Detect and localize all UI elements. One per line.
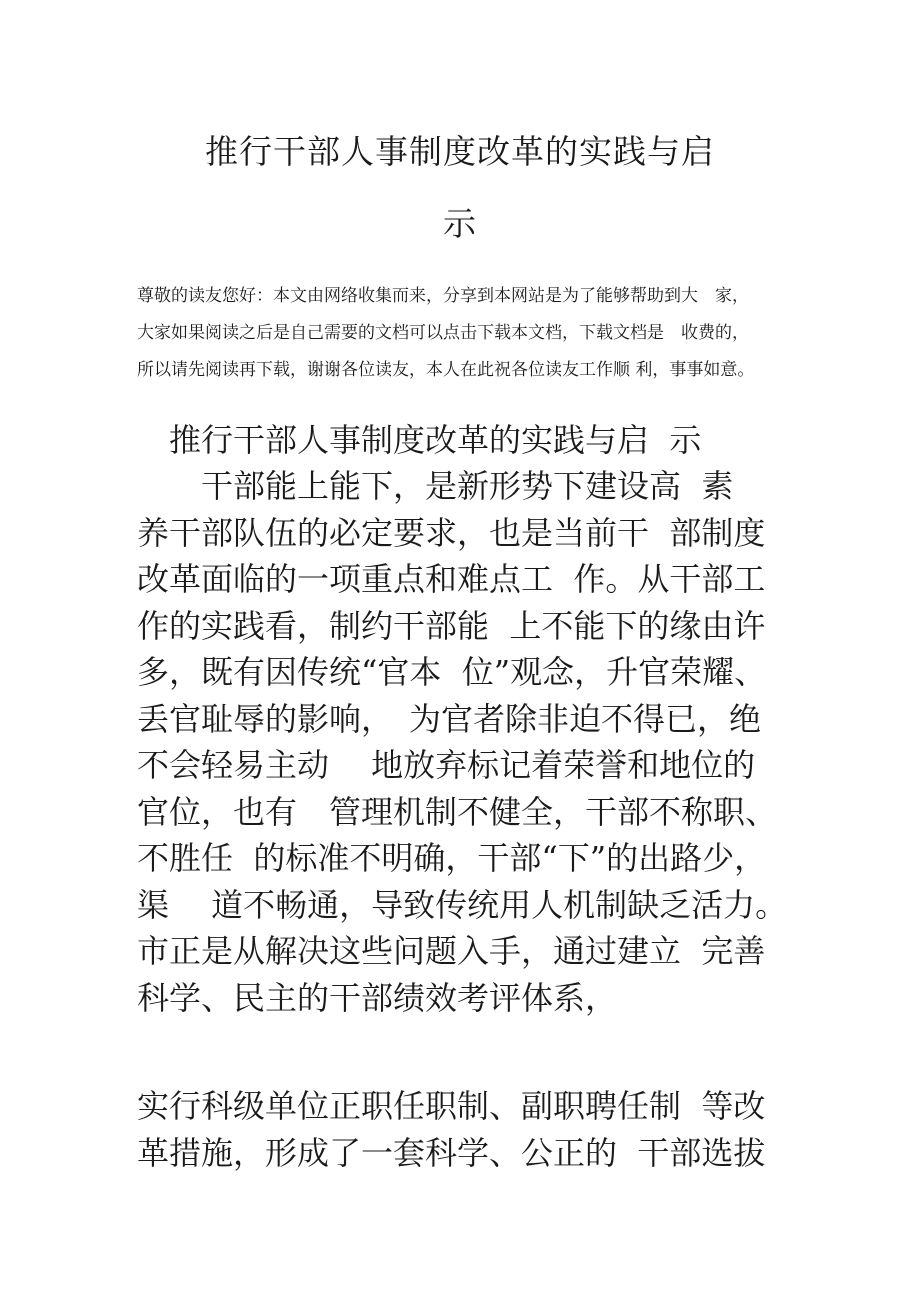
body-text-line: 干部能上能下，是新形势下建设高 素 [137,467,734,505]
document-title-line-1: 推行干部人事制度改革的实践与启 [205,132,715,171]
body-text-line: 官位，也有 管理机制不健全，干部不称职、 [137,793,778,831]
body-text-line: 丢官耻辱的影响， 为官者除非迫不得已，绝 [137,700,762,738]
reader-notice-line: 大家如果阅读之后是自己需要的文档可以点击下载本文档，下载文档是 收费的， [137,323,749,343]
body-heading-line: 推行干部人事制度改革的实践与启 示 [137,421,702,459]
body-text-line: 作的实践看，制约干部能 上不能下的缘由许 [137,607,766,645]
body-text-line: 实行科级单位正职任职制、副职聘任制 等改 [137,1087,766,1125]
body-text-line: 革措施，形成了一套科学、公正的 干部选拔 [137,1134,766,1172]
reader-notice-line: 尊敬的读友您好：本文由网络收集而来，分享到本网站是为了能够帮助到大 家， [137,286,749,306]
reader-notice-line: 所以请先阅读再下载，谢谢各位读友，本人在此祝各位读友工作顺 利，事事如意。 [137,360,755,380]
body-text-line: 渠 道不畅通，导致传统用人机制缺乏活力。 [137,886,788,924]
body-text-line: 市正是从解决这些问题入手，通过建立 完善 [137,932,766,970]
body-text-line: 养干部队伍的必定要求，也是当前干 部制度 [137,514,766,552]
body-text-line: 改革面临的一项重点和难点工 作。从干部工 [137,560,766,598]
body-text-line: 科学、民主的干部绩效考评体系， [137,979,618,1017]
body-text-line: 多，既有因传统“官本 位”观念，升官荣耀、 [137,653,767,691]
document-title-line-2: 示 [443,204,477,243]
body-text-line: 不会轻易主动 地放弃标记着荣誉和地位的 [137,746,756,784]
body-text-line: 不胜任 的标准不明确，干部“下”的出路少， [137,839,767,877]
